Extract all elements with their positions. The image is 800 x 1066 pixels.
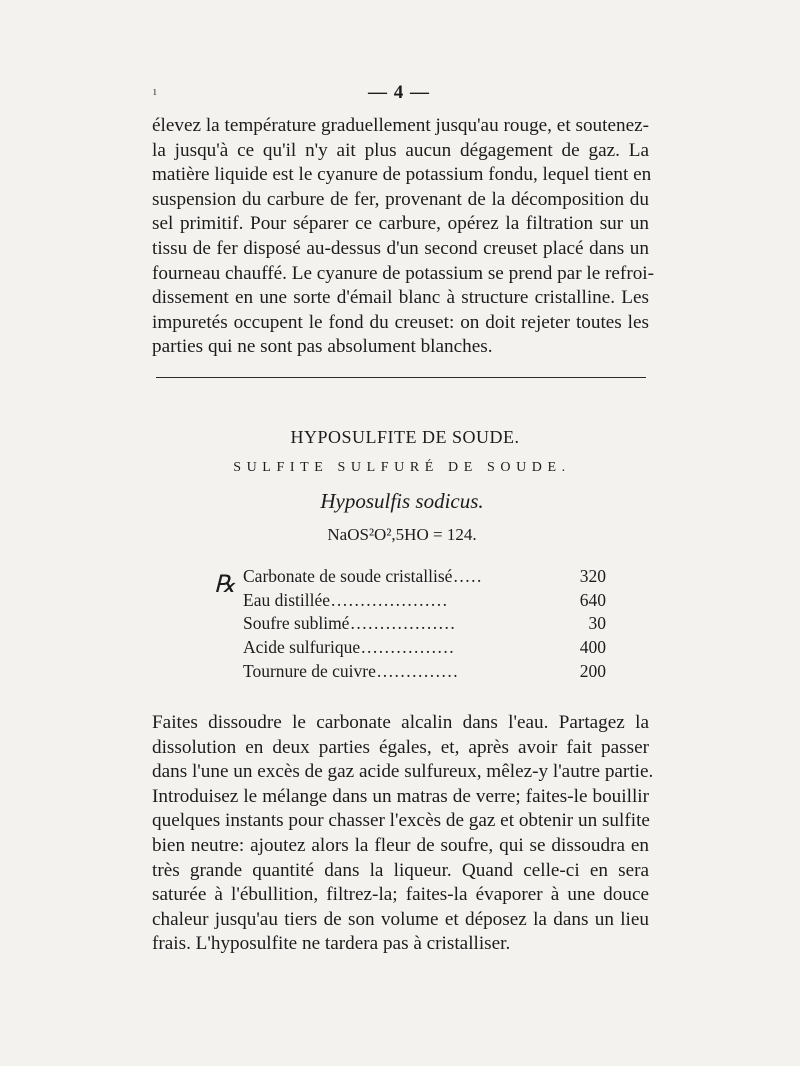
text-line: chaleur jusqu'au tiers de son volume et déposez la dans un lieu — [152, 908, 649, 930]
ingredient-quantity: 200 — [579, 660, 606, 681]
text-line: dans l'une un excès de gaz acide sulfureux, mêlez-y l'autre partie. — [152, 761, 654, 783]
text-line: fourneau chauffé. Le cyanure de potassium se prend par le refroi- — [152, 262, 655, 284]
text-line: quelques instants pour chasser l'excès de gaz et obtenir un sulfite — [152, 810, 650, 832]
text-line: matière liquide est le cyanure de potassium fondu, lequel tient en — [152, 164, 652, 186]
paragraph-cyanure-continuation — [152, 114, 655, 360]
section-divider — [156, 377, 646, 378]
text-line: la jusqu'à ce qu'il n'y ait plus aucun dégagement de gaz. La — [152, 139, 649, 161]
chemical-formula: NaOS²O²,5HO = 124. — [327, 525, 477, 544]
ingredient-quantity: 30 — [588, 613, 606, 634]
ingredient-name: Eau distillée — [243, 589, 330, 610]
text-line: impuretés occupent le fond du creuset: on doit rejeter toutes les — [152, 311, 649, 333]
text-line: dissement en une sorte d'émail blanc à structure cristalline. Les — [152, 287, 649, 309]
ingredient-name: Soufre sublimé — [243, 613, 350, 634]
latin-name: Hyposulfis sodicus. — [320, 489, 484, 513]
ingredient-quantity: 320 — [579, 566, 606, 586]
text-line: frais. L'hyposulfite ne tardera pas à cristalliser. — [152, 933, 511, 955]
ingredient-quantity: 400 — [579, 637, 606, 658]
ingredient-quantity: 640 — [579, 589, 606, 610]
section-subtitle: SULFITE SULFURÉ DE SOUDE. — [233, 460, 571, 475]
recipe-item — [243, 661, 606, 685]
section-title: HYPOSULFITE DE SOUDE. — [290, 427, 520, 447]
recipe-list — [243, 566, 606, 684]
leader-dots: .................... — [331, 589, 449, 610]
text-line: saturée à l'ébullition, filtrez-la; faites-la évaporer à une douce — [152, 884, 649, 906]
leader-dots: .................. — [350, 613, 457, 634]
ingredient-name: Tournure de cuivre — [243, 660, 376, 681]
ingredient-name: Carbonate de soude cristallisé — [243, 566, 453, 586]
leader-dots: ..... — [453, 566, 483, 586]
text-line: tissu de fer disposé au-dessus d'un second creuset placé dans un — [152, 237, 649, 259]
leader-dots: .............. — [376, 660, 460, 681]
recipe-item — [243, 590, 606, 614]
text-line: dissolution en deux parties égales, et, après avoir fait passer — [152, 736, 649, 758]
text-line: suspension du carbure de fer, provenant de la décomposition du — [152, 188, 649, 210]
ingredient-name: Acide sulfurique — [243, 637, 361, 658]
text-line: Introduisez le mélange dans un matras de verre; faites-le bouillir — [152, 785, 649, 807]
leader-dots: ................ — [361, 637, 456, 658]
recipe-item — [243, 637, 606, 661]
text-line: parties qui ne sont pas absolument blanches. — [152, 336, 493, 358]
text-line: Faites dissoudre le carbonate alcalin dans l'eau. Partagez la — [152, 712, 649, 733]
page-number: — 4 — — [368, 82, 430, 103]
text-line: très grande quantité dans la liqueur. Quand celle-ci en sera — [152, 859, 649, 881]
paragraph-preparation — [152, 711, 654, 957]
text-line: bien neutre: ajoutez alors la fleur de soufre, qui se dissoudra en — [152, 834, 649, 856]
recipe-item — [243, 566, 606, 590]
recipe-icon: ℞ — [214, 572, 236, 598]
margin-mark: ı — [153, 83, 157, 98]
text-line: sel primitif. Pour séparer ce carbure, opérez la filtration sur un — [152, 213, 649, 235]
recipe-item — [243, 613, 606, 637]
text-line: élevez la température graduellement jusqu'au rouge, et soutenez- — [152, 115, 649, 136]
